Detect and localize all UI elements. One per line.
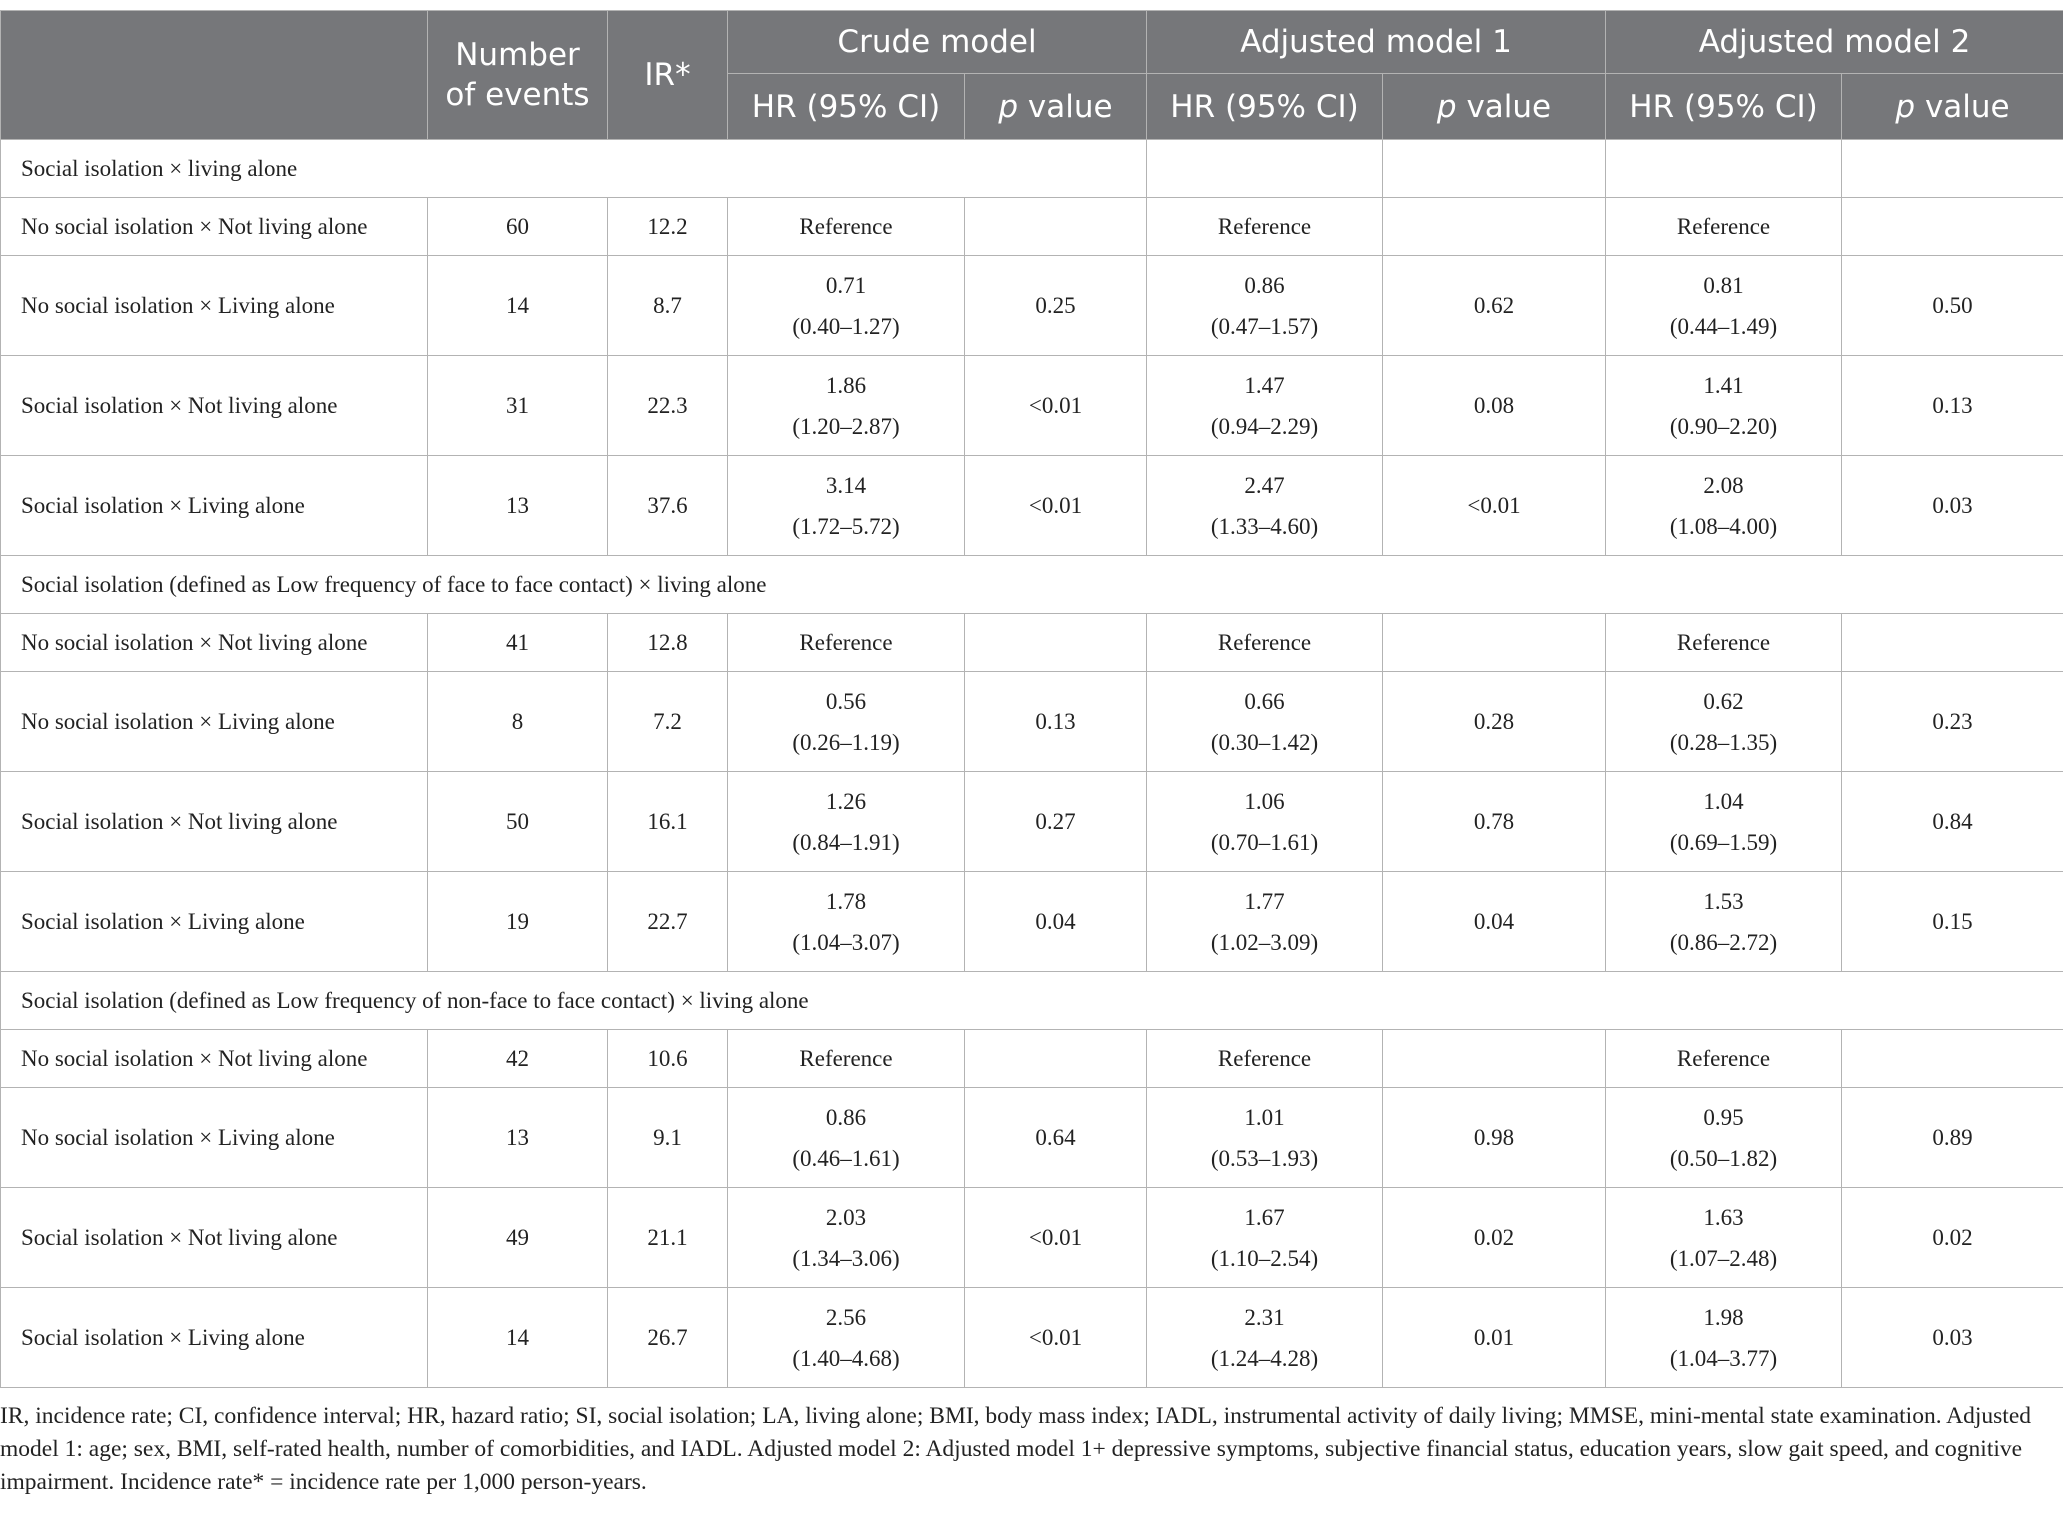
adj1-hr-cell — [1147, 356, 1383, 456]
adj1-hr-cell — [1147, 614, 1383, 672]
adj2-hr-cell — [1606, 256, 1842, 356]
hr-value: Reference — [1676, 214, 1771, 239]
adj1-p-cell: 0.02 — [1383, 1188, 1606, 1288]
events-cell: 41 — [428, 614, 608, 672]
ci-value: (0.28–1.35) — [1669, 729, 1778, 755]
adj2-p-cell — [1842, 614, 2063, 672]
adj2-hr-cell — [1606, 1288, 1842, 1388]
p-rest: value — [1018, 88, 1113, 125]
crude-hr-cell — [728, 872, 965, 972]
adj1-hr-cell — [1147, 1288, 1383, 1388]
header-events-line1: Number — [455, 37, 580, 73]
ir-cell: 22.3 — [608, 356, 728, 456]
hr-value: 1.41 — [1703, 372, 1744, 398]
adj2-p-cell — [1842, 1030, 2063, 1088]
events-cell: 42 — [428, 1030, 608, 1088]
crude-p-cell: 0.04 — [965, 872, 1147, 972]
adj2-p-cell: 0.84 — [1842, 772, 2063, 872]
ci-value: (1.02–3.09) — [1210, 929, 1319, 955]
adj2-hr-cell — [1606, 356, 1842, 456]
events-cell: 8 — [428, 672, 608, 772]
adj2-p-cell: 0.23 — [1842, 672, 2063, 772]
ci-value: (0.70–1.61) — [1210, 829, 1319, 855]
header-adjusted-model-1: Adjusted model 1 — [1147, 11, 1606, 74]
ir-cell: 16.1 — [608, 772, 728, 872]
table-row — [1, 1288, 2063, 1388]
events-cell: 49 — [428, 1188, 608, 1288]
table-row — [1, 1088, 2063, 1188]
ir-cell: 12.2 — [608, 198, 728, 256]
adj1-hr-cell — [1147, 456, 1383, 556]
crude-hr-cell — [728, 772, 965, 872]
table-row — [1, 456, 2063, 556]
hr-value: Reference — [799, 214, 893, 239]
ci-value: (0.26–1.19) — [792, 729, 900, 755]
hr-value: 3.14 — [825, 472, 867, 498]
row-label: No social isolation × Not living alone — [1, 1030, 428, 1088]
crude-hr-cell — [728, 1288, 965, 1388]
ci-value: (0.90–2.20) — [1669, 413, 1778, 439]
events-cell: 13 — [428, 1088, 608, 1188]
ci-value: (0.84–1.91) — [792, 829, 900, 855]
hr-value: 0.62 — [1703, 688, 1744, 714]
row-label: Social isolation × Not living alone — [1, 772, 428, 872]
events-cell: 31 — [428, 356, 608, 456]
header-number-of-events — [428, 11, 608, 140]
ir-cell: 7.2 — [608, 672, 728, 772]
ci-value: (1.04–3.07) — [792, 929, 900, 955]
ci-value: (1.24–4.28) — [1210, 1345, 1319, 1371]
hr-value: Reference — [1217, 1046, 1312, 1071]
ci-value: (0.53–1.93) — [1210, 1145, 1319, 1171]
empty-cell — [1842, 140, 2063, 198]
ci-value: (1.07–2.48) — [1669, 1245, 1778, 1271]
row-label: No social isolation × Living alone — [1, 672, 428, 772]
ci-value: (0.50–1.82) — [1669, 1145, 1778, 1171]
ci-value: (0.47–1.57) — [1210, 313, 1319, 339]
hr-value: Reference — [1676, 1046, 1771, 1071]
row-label: Social isolation × Living alone — [1, 872, 428, 972]
table-row — [1, 1030, 2063, 1088]
hr-value: 1.67 — [1244, 1204, 1285, 1230]
ir-cell: 9.1 — [608, 1088, 728, 1188]
hr-value: Reference — [1676, 630, 1771, 655]
ir-cell: 8.7 — [608, 256, 728, 356]
section-title: Social isolation (defined as Low frequency of non-face to face contact) × living alone — [1, 972, 2063, 1030]
crude-p-cell — [965, 1030, 1147, 1088]
events-cell: 60 — [428, 198, 608, 256]
p-rest: value — [1915, 88, 2010, 125]
table-row — [1, 198, 2063, 256]
adj1-p-cell — [1383, 198, 1606, 256]
adj1-p-cell: <0.01 — [1383, 456, 1606, 556]
adj2-hr-cell — [1606, 772, 1842, 872]
ir-cell: 12.8 — [608, 614, 728, 672]
section-header-row — [1, 140, 2063, 198]
events-cell: 50 — [428, 772, 608, 872]
crude-p-cell: 0.13 — [965, 672, 1147, 772]
adj1-hr-cell — [1147, 872, 1383, 972]
crude-p-cell: <0.01 — [965, 456, 1147, 556]
table-row — [1, 614, 2063, 672]
hr-value: 2.08 — [1703, 472, 1744, 498]
header-crude-p — [965, 74, 1147, 140]
hr-value: 1.06 — [1244, 788, 1285, 814]
adj1-p-cell: 0.78 — [1383, 772, 1606, 872]
hr-value: 1.04 — [1703, 788, 1744, 814]
p-italic: p — [998, 88, 1019, 125]
adj1-hr-cell — [1147, 1088, 1383, 1188]
hr-value: 1.26 — [825, 788, 867, 814]
adj1-p-cell: 0.62 — [1383, 256, 1606, 356]
header-crude-model: Crude model — [728, 11, 1147, 74]
section-title: Social isolation (defined as Low frequency of face to face contact) × living alone — [1, 556, 2063, 614]
table-body — [1, 140, 2063, 1388]
ci-value: (1.72–5.72) — [792, 513, 900, 539]
crude-hr-cell — [728, 1188, 965, 1288]
hr-value: 1.01 — [1244, 1104, 1285, 1130]
crude-p-cell: 0.64 — [965, 1088, 1147, 1188]
crude-hr-cell — [728, 456, 965, 556]
hr-value: 1.63 — [1703, 1204, 1744, 1230]
p-italic: p — [1436, 88, 1457, 125]
adj1-p-cell: 0.98 — [1383, 1088, 1606, 1188]
crude-p-cell: 0.27 — [965, 772, 1147, 872]
adj2-p-cell: 0.89 — [1842, 1088, 2063, 1188]
crude-p-cell — [965, 614, 1147, 672]
crude-hr-cell — [728, 672, 965, 772]
empty-cell — [1606, 140, 1842, 198]
adj2-p-cell: 0.03 — [1842, 456, 2063, 556]
row-label: Social isolation × Not living alone — [1, 1188, 428, 1288]
header-adj1-p — [1383, 74, 1606, 140]
crude-hr-cell — [728, 614, 965, 672]
table-row — [1, 872, 2063, 972]
row-label: No social isolation × Living alone — [1, 1088, 428, 1188]
hr-value: 1.78 — [825, 888, 867, 914]
table-footnote: IR, incidence rate; CI, confidence interval; HR, hazard ratio; SI, social isolation; LA, living alone; BMI, body mass index; IADL, instrumental activity of daily living; MMSE, mini-mental state examination. Adjusted model 1: age; sex, BMI, self-rated health, number of comorbidities, and IADL. Adjusted model 2: Adjusted model 1+ depressive symptoms, subjective financial status, education years, slow gait speed, and cognitive impairment. Incidence rate* = incidence rate per 1,000 person-years. — [0, 1403, 2032, 1495]
hr-value: 2.31 — [1244, 1304, 1285, 1330]
section-header-row — [1, 556, 2063, 614]
adj1-hr-cell — [1147, 1188, 1383, 1288]
crude-p-cell: 0.25 — [965, 256, 1147, 356]
table-row — [1, 1188, 2063, 1288]
header-ir: IR* — [608, 11, 728, 140]
adj2-p-cell: 0.02 — [1842, 1188, 2063, 1288]
header-adj1-hr: HR (95% CI) — [1147, 74, 1383, 140]
adj1-hr-cell — [1147, 1030, 1383, 1088]
adj2-hr-cell — [1606, 672, 1842, 772]
row-label: No social isolation × Not living alone — [1, 614, 428, 672]
row-label: No social isolation × Living alone — [1, 256, 428, 356]
ci-value: (0.40–1.27) — [792, 313, 900, 339]
hr-value: 2.03 — [825, 1204, 867, 1230]
events-cell: 13 — [428, 456, 608, 556]
adj2-hr-cell — [1606, 198, 1842, 256]
hr-value: 1.98 — [1703, 1304, 1744, 1330]
adj1-hr-cell — [1147, 672, 1383, 772]
hr-value: 2.47 — [1244, 472, 1285, 498]
ci-value: (1.20–2.87) — [792, 413, 900, 439]
p-rest: value — [1456, 88, 1552, 125]
adj2-hr-cell — [1606, 614, 1842, 672]
ci-value: (1.04–3.77) — [1669, 1345, 1778, 1371]
adj2-p-cell: 0.50 — [1842, 256, 2063, 356]
row-label: Social isolation × Living alone — [1, 1288, 428, 1388]
ci-value: (0.44–1.49) — [1669, 313, 1778, 339]
crude-p-cell — [965, 198, 1147, 256]
hr-value: 0.86 — [1244, 272, 1285, 298]
ci-value: (0.69–1.59) — [1669, 829, 1778, 855]
empty-cell — [1147, 140, 1383, 198]
table-header — [1, 11, 2063, 140]
ir-cell: 37.6 — [608, 456, 728, 556]
hr-value: 1.53 — [1703, 888, 1744, 914]
ci-value: (1.40–4.68) — [792, 1345, 900, 1371]
ci-value: (1.10–2.54) — [1210, 1245, 1319, 1271]
events-cell: 14 — [428, 256, 608, 356]
section-title: Social isolation × living alone — [1, 140, 1147, 198]
crude-hr-cell — [728, 198, 965, 256]
crude-hr-cell — [728, 1030, 965, 1088]
hr-value: 0.86 — [825, 1104, 867, 1130]
results-table — [0, 10, 2063, 1388]
ci-value: (1.08–4.00) — [1669, 513, 1778, 539]
ci-value: (0.94–2.29) — [1210, 413, 1319, 439]
hr-value: 1.47 — [1244, 372, 1285, 398]
ci-value: (0.46–1.61) — [792, 1145, 900, 1171]
section-header-row — [1, 972, 2063, 1030]
adj1-hr-cell — [1147, 772, 1383, 872]
adj1-hr-cell — [1147, 198, 1383, 256]
adj2-hr-cell — [1606, 872, 1842, 972]
hr-value: 0.95 — [1703, 1104, 1744, 1130]
hr-value: 1.77 — [1244, 888, 1285, 914]
ci-value: (1.34–3.06) — [792, 1245, 900, 1271]
crude-hr-cell — [728, 256, 965, 356]
ir-cell: 22.7 — [608, 872, 728, 972]
adj2-hr-cell — [1606, 1188, 1842, 1288]
header-adj2-hr: HR (95% CI) — [1606, 74, 1842, 140]
row-label: Social isolation × Not living alone — [1, 356, 428, 456]
header-adjusted-model-2: Adjusted model 2 — [1606, 11, 2063, 74]
empty-cell — [1383, 140, 1606, 198]
table-row — [1, 672, 2063, 772]
adj2-p-cell: 0.03 — [1842, 1288, 2063, 1388]
crude-hr-cell — [728, 1088, 965, 1188]
adj1-p-cell: 0.28 — [1383, 672, 1606, 772]
adj1-p-cell — [1383, 614, 1606, 672]
adj1-p-cell — [1383, 1030, 1606, 1088]
adj2-hr-cell — [1606, 1088, 1842, 1188]
ir-cell: 26.7 — [608, 1288, 728, 1388]
adj2-p-cell — [1842, 198, 2063, 256]
hr-value: Reference — [799, 1046, 893, 1071]
adj1-p-cell: 0.04 — [1383, 872, 1606, 972]
hr-value: 0.56 — [825, 688, 867, 714]
adj2-hr-cell — [1606, 456, 1842, 556]
adj1-hr-cell — [1147, 256, 1383, 356]
hr-value: Reference — [1217, 630, 1312, 655]
ir-cell: 21.1 — [608, 1188, 728, 1288]
row-label: No social isolation × Not living alone — [1, 198, 428, 256]
adj2-hr-cell — [1606, 1030, 1842, 1088]
hr-value: Reference — [1217, 214, 1312, 239]
hr-value: Reference — [799, 630, 893, 655]
ci-value: (0.30–1.42) — [1210, 729, 1319, 755]
p-italic: p — [1895, 88, 1916, 125]
adj1-p-cell: 0.01 — [1383, 1288, 1606, 1388]
table-row — [1, 356, 2063, 456]
row-label: Social isolation × Living alone — [1, 456, 428, 556]
crude-hr-cell — [728, 356, 965, 456]
crude-p-cell: <0.01 — [965, 1288, 1147, 1388]
events-cell: 14 — [428, 1288, 608, 1388]
events-cell: 19 — [428, 872, 608, 972]
hr-value: 0.66 — [1244, 688, 1285, 714]
header-label-cell — [1, 11, 428, 140]
ci-value: (1.33–4.60) — [1210, 513, 1319, 539]
crude-p-cell: <0.01 — [965, 1188, 1147, 1288]
hr-value: 0.71 — [825, 272, 867, 298]
header-adj2-p — [1842, 74, 2063, 140]
hr-value: 2.56 — [825, 1304, 867, 1330]
header-events-line2: of events — [445, 77, 590, 113]
header-crude-hr: HR (95% CI) — [728, 74, 965, 140]
ir-cell: 10.6 — [608, 1030, 728, 1088]
table-row — [1, 772, 2063, 872]
adj2-p-cell: 0.13 — [1842, 356, 2063, 456]
hr-value: 0.81 — [1703, 272, 1744, 298]
adj2-p-cell: 0.15 — [1842, 872, 2063, 972]
ci-value: (0.86–2.72) — [1669, 929, 1778, 955]
table-row — [1, 256, 2063, 356]
hr-value: 1.86 — [825, 372, 867, 398]
adj1-p-cell: 0.08 — [1383, 356, 1606, 456]
crude-p-cell: <0.01 — [965, 356, 1147, 456]
